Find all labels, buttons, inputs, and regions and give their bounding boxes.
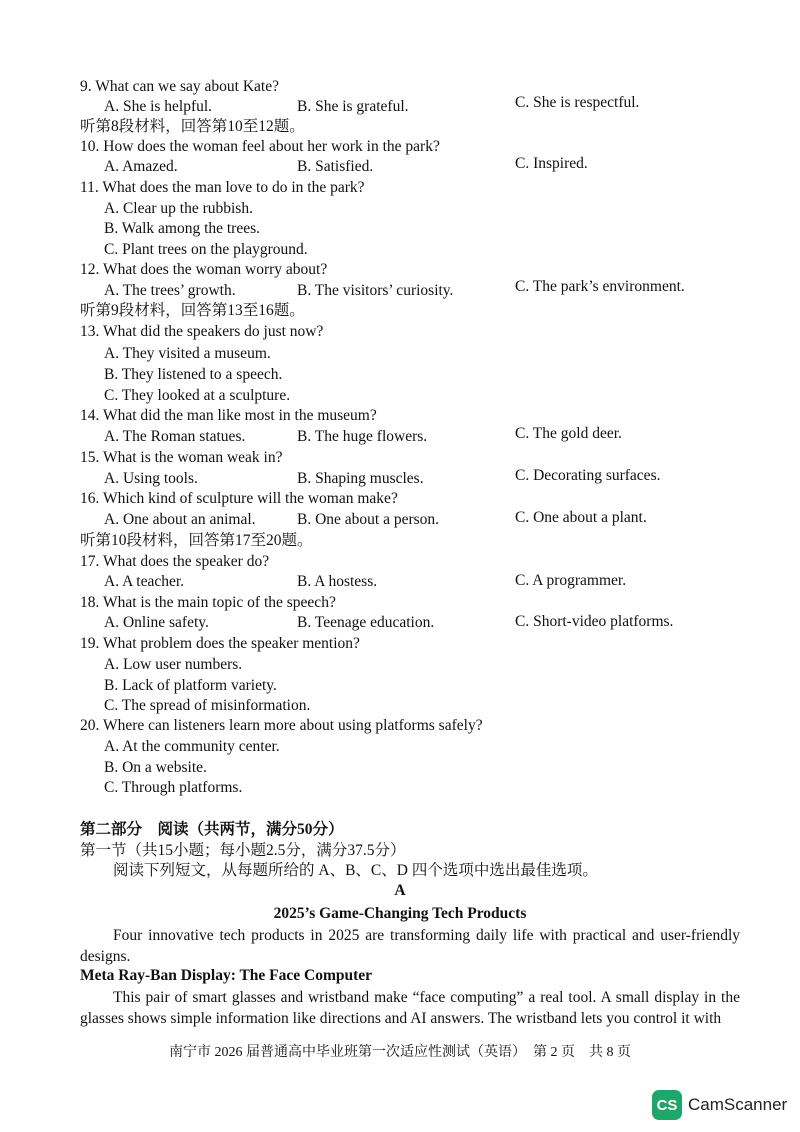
option-10a: A. Amazed. <box>104 158 178 175</box>
question-12: 12. What does the woman worry about? <box>80 261 328 278</box>
option-20c: C. Through platforms. <box>104 779 243 796</box>
option-18b: B. Teenage education. <box>297 614 435 631</box>
question-9: 9. What can we say about Kate? <box>80 78 279 95</box>
option-19b: B. Lack of platform variety. <box>104 677 277 694</box>
question-13: 13. What did the speakers do just now? <box>80 323 324 340</box>
passage-subheading: Meta Ray-Ban Display: The Face Computer <box>80 967 373 984</box>
option-19a: A. Low user numbers. <box>104 656 243 673</box>
option-18c: C. Short-video platforms. <box>515 613 674 630</box>
option-16b: B. One about a person. <box>297 511 440 528</box>
option-14c: C. The gold deer. <box>515 425 622 442</box>
option-16a: A. One about an animal. <box>104 511 256 528</box>
option-14b: B. The huge flowers. <box>297 428 428 445</box>
option-10b: B. Satisfied. <box>297 158 374 175</box>
option-13a: A. They visited a museum. <box>104 345 271 362</box>
option-13c: C. They looked at a sculpture. <box>104 387 291 404</box>
question-14: 14. What did the man like most in the museum? <box>80 407 377 424</box>
option-15c: C. Decorating surfaces. <box>515 467 661 484</box>
question-11: 11. What does the man love to do in the park? <box>80 179 365 196</box>
passage-title: 2025’s Game-Changing Tech Products <box>273 905 527 922</box>
option-20b: B. On a website. <box>104 759 207 776</box>
question-19: 19. What problem does the speaker mention? <box>80 635 360 652</box>
question-15: 15. What is the woman weak in? <box>80 449 283 466</box>
option-17b: B. A hostess. <box>297 573 378 590</box>
option-9a: A. She is helpful. <box>104 98 213 115</box>
page-footer: 南宁市 2026 届普通高中毕业班第一次适应性测试（英语） 第 2 页 共 8 页 <box>169 1045 631 1060</box>
option-11c: C. Plant trees on the playground. <box>104 241 308 258</box>
option-12a: A. The trees’ growth. <box>104 282 236 299</box>
option-16c: C. One about a plant. <box>515 509 647 526</box>
option-9b: B. She is grateful. <box>297 98 409 115</box>
option-17c: C. A programmer. <box>515 572 627 589</box>
question-18: 18. What is the main topic of the speech? <box>80 594 336 611</box>
option-18a: A. Online safety. <box>104 614 209 631</box>
reading-direction: 阅读下列短文，从每题所给的 A、B、C、D 四个选项中选出最佳选项。 <box>113 862 598 879</box>
camscanner-logo-icon: CS <box>652 1090 682 1120</box>
option-12c: C. The park’s environment. <box>515 278 685 295</box>
question-17: 17. What does the speaker do? <box>80 553 270 570</box>
camscanner-label: CamScanner <box>688 1095 788 1114</box>
passage-letter: A <box>394 882 406 899</box>
camscanner-watermark <box>652 1090 787 1120</box>
option-15a: A. Using tools. <box>104 470 198 487</box>
option-19c: C. The spread of misinformation. <box>104 697 311 714</box>
question-16: 16. Which kind of sculpture will the woman make? <box>80 490 398 507</box>
option-13b: B. They listened to a speech. <box>104 366 283 383</box>
part2-heading: 第二部分 阅读（共两节，满分50分） <box>80 821 344 838</box>
option-12b: B. The visitors’ curiosity. <box>297 282 454 299</box>
option-11a: A. Clear up the rubbish. <box>104 200 253 217</box>
option-14a: A. The Roman statues. <box>104 428 246 445</box>
option-11b: B. Walk among the trees. <box>104 220 261 237</box>
option-20a: A. At the community center. <box>104 738 280 755</box>
section1-heading: 第一节（共15小题；每小题2.5分，满分37.5分） <box>80 842 406 859</box>
passage-intro: Four innovative tech products in 2025 are transforming daily life with practical and user-friendly designs. <box>80 927 740 965</box>
instruction-segment-8: 听第8段材料，回答第10至12题。 <box>80 118 305 135</box>
option-17a: A. A teacher. <box>104 573 185 590</box>
option-15b: B. Shaping muscles. <box>297 470 424 487</box>
question-20: 20. Where can listeners learn more about using platforms safely? <box>80 717 483 734</box>
question-10: 10. How does the woman feel about her work in the park? <box>80 138 440 155</box>
instruction-segment-9: 听第9段材料，回答第13至16题。 <box>80 302 305 319</box>
option-9c: C. She is respectful. <box>515 94 640 111</box>
instruction-segment-10: 听第10段材料，回答第17至20题。 <box>80 532 313 549</box>
passage-paragraph: This pair of smart glasses and wristband make “face computing” a real tool. A small display in the glasses shows simple information like directions and AI answers. The wristband lets you control it with <box>80 989 740 1027</box>
option-10c: C. Inspired. <box>515 155 588 172</box>
